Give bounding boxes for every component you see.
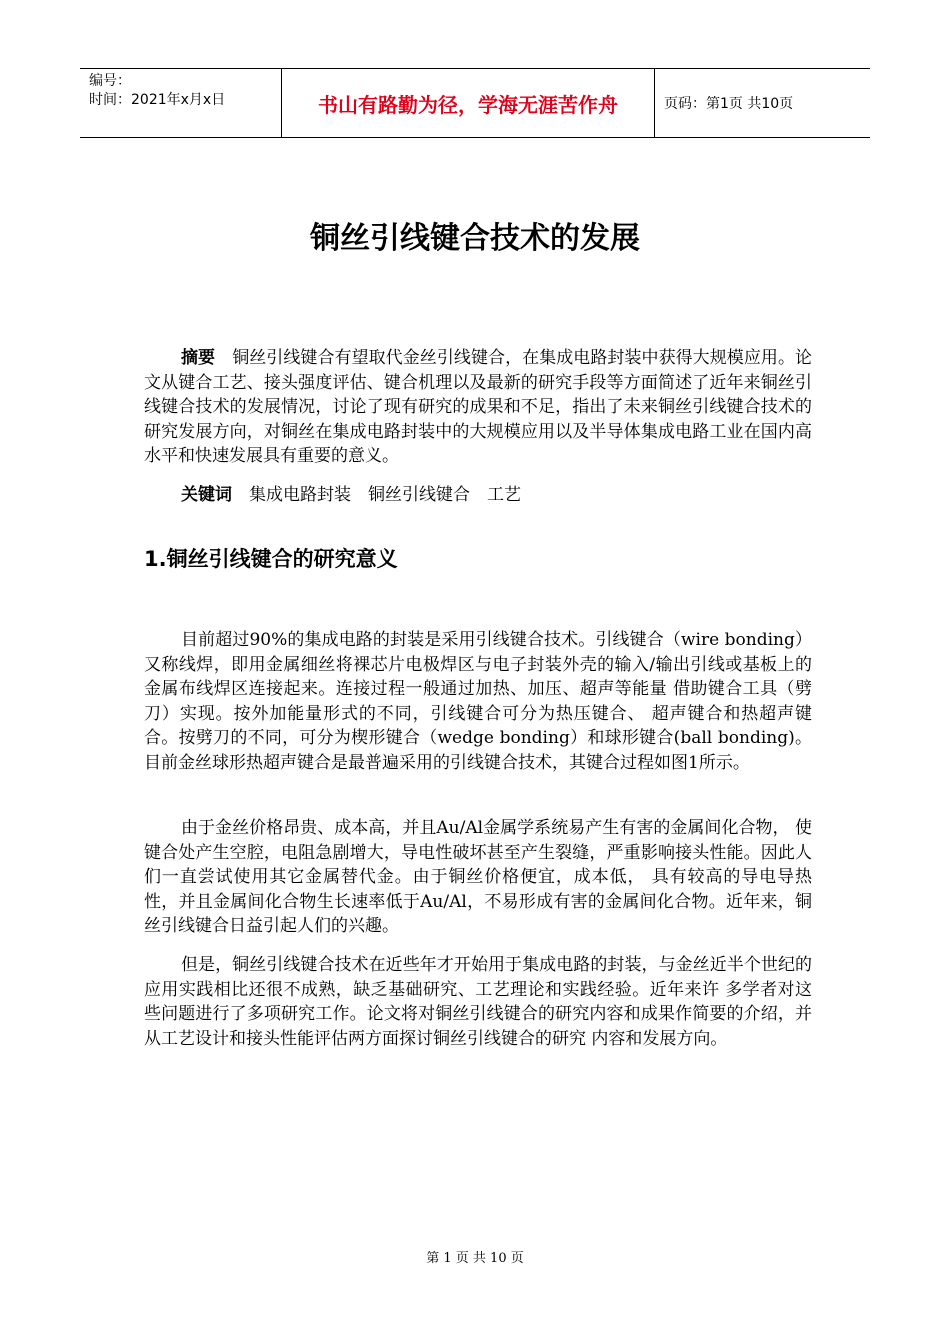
keywords-text: 集成电路封装 铜丝引线键合 工艺	[249, 485, 521, 505]
header-page-label: 页码：第1页 共10页	[664, 96, 794, 112]
keywords-label: 关键词	[181, 485, 232, 505]
date-label: 时间：2021年x月x日	[89, 92, 226, 108]
body-paragraph-1: 目前超过90%的集成电路的封装是采用引线键合技术。引线键合（wire bonding） 又称线焊，即用金属细丝将裸芯片电极焊区与电子封装外壳的输入/输出引线或基板上的金属布线焊区连接起来。连接过程一般通过加热、加压、超声等能量 借助键合工具（劈刀）实现。按外加能量形式的不同，引线键合可分为热压键合、 超声键合和热超声键合。按劈刀的不同，可分为楔形键合（wedge bonding）和球形键合(ball bonding)。目前金丝球形热超声键合是最普遍采用的引线键合技术，其键合过程如图1所示。	[144, 630, 812, 773]
number-label: 编号：	[89, 73, 131, 89]
abstract-text: 铜丝引线键合有望取代金丝引线键合，在集成电路封装中获得大规模应用。论文从键合工艺、接头强度评估、键合机理以及最新的研究手段等方面简述了近年来铜丝引线键合技术的发展情况，讨论了现有研究的成果和不足，指出了未来铜丝引线键合技术的研究发展方向，对铜丝在集成电路封装中的大规模应用以及半导体集成电路工业在国内高水平和快速发展具有重要的意义。	[144, 348, 813, 467]
body-paragraph-2: 由于金丝价格昂贵、成本高，并且Au/Al金属学系统易产生有害的金属间化合物， 使键合处产生空腔，电阻急剧增大，导电性破坏甚至产生裂缝，严重影响接头性能。因此人们一直尝试使用其它金属替代金。由于铜丝价格便宜，成本低， 具有较高的导电导热性，并且金属间化合物生长速率低于Au/Al，不易形成有害的金属间化合物。近年来，铜丝引线键合日益引起人们的兴趣。	[144, 818, 812, 937]
header-meta-cell	[80, 69, 282, 137]
header-table	[80, 68, 870, 138]
header-motto: 书山有路勤为径，学海无涯苦作舟	[282, 69, 655, 137]
page-footer: 第 1 页 共 10 页	[426, 1251, 524, 1266]
keywords-paragraph	[144, 483, 812, 508]
document-title: 铜丝引线键合技术的发展	[310, 221, 640, 256]
body-paragraph-3: 但是，铜丝引线键合技术在近些年才开始用于集成电路的封装，与金丝近半个世纪的应用实践相比还很不成熟，缺乏基础研究、工艺理论和实践经验。近年来许 多学者对这些问题进行了多项研究工作。论文将对铜丝引线键合的研究内容和成果作简要的介绍，并从工艺设计和接头性能评估两方面探讨铜丝引线键合的研究 内容和发展方向。	[144, 955, 812, 1049]
abstract-label: 摘要	[181, 348, 216, 368]
section-heading: 1.铜丝引线键合的研究意义	[144, 547, 398, 571]
abstract-paragraph	[144, 346, 812, 469]
